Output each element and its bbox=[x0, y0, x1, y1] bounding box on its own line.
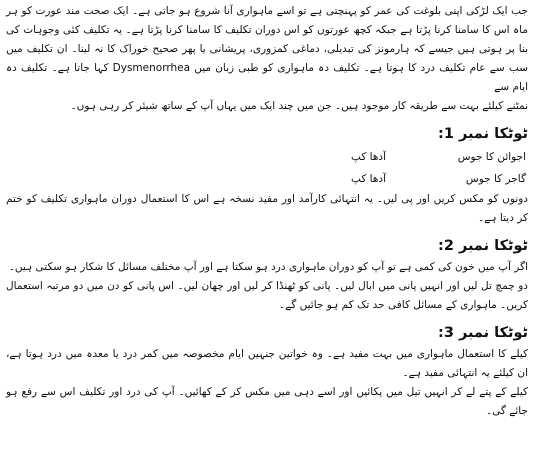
remedy-2-heading: ٹوٹکا نمبر 2: bbox=[438, 238, 528, 254]
intro-paragraph bbox=[6, 2, 528, 97]
medical-term: Dysmenorrhea bbox=[112, 62, 191, 74]
intro-paragraph-2: نمٹنے کیلئے بہت سے طریقہ کار موجود ہیں۔ جن میں چند ایک میں یہاں آپ کے ساتھ شیئر کر رہی ہوں۔ bbox=[70, 100, 528, 112]
ingredient-name: اجوائن کا جوس bbox=[457, 151, 526, 163]
remedy-3-heading: ٹوٹکا نمبر 3: bbox=[438, 325, 528, 341]
remedy-2-text: اگر آپ میں خون کی کمی ہے تو آپ کو دوران ماہواری درد ہو سکتا ہے اور آپ مختلف مسائل کا شکار ہو سکتی ہیں۔ bbox=[8, 261, 528, 273]
remedy-3-text: کیلے کا استعمال ماہواری میں بہت مفید ہے۔ وہ خواتین جنہیں ایام مخصوصہ میں کمر درد یا معدہ میں درد ہوتا ہے، ان کیلئے یہ انتہائی مفید ہے۔ bbox=[6, 348, 528, 379]
ingredient-row bbox=[6, 168, 528, 190]
ingredient-quantity: آدھا کپ bbox=[351, 173, 386, 185]
remedy-1-text: دونوں کو مکس کریں اور پی لیں۔ یہ انتہائی کارآمد اور مفید نسخہ ہے اس کا استعمال دوران ماہواری تکلیف کو ختم کر دیتا ہے۔ bbox=[6, 193, 528, 224]
ingredient-quantity: آدھا کپ bbox=[351, 151, 386, 163]
ingredient-name: گاجر کا جوس bbox=[465, 173, 526, 185]
remedy-3-instructions: کیلے کے پتے لے کر انہیں تیل میں پکائیں اور اسے دہی میں مکس کر کے کھائیں۔ آپ کی درد اور تکلیف اس سے رفع ہو جائے گی۔ bbox=[6, 386, 528, 417]
remedy-2-instructions: دو چمچ تل لیں اور انہیں پانی میں ابال لیں۔ پانی کو ٹھنڈا کر لیں اور چھان لیں۔ اس پانی کو دن میں دو مرتبہ استعمال کریں۔ ماہواری کے مسائل کافی حد تک کم ہو جائیں گے۔ bbox=[6, 280, 528, 311]
intro-text-end: کہا جاتا ہے۔ تکلیف دہ ایام سے bbox=[6, 62, 528, 93]
remedy-1-heading: ٹوٹکا نمبر 1: bbox=[438, 126, 528, 142]
intro-text: جب ایک لڑکی اپنی بلوغت کی عمر کو پہنچتی ہے تو اسے ماہواری آنا شروع ہو جاتی ہے۔ ایک صحت مند عورت کو ہر ماہ اس کا سامنا کرنا پڑتا ہے جبکہ کچھ عورتوں کو اس دوران تکلیف کا سامنا کرنا پڑتا ہے۔ یہ تکلیف کئی وجوہات کی بنا پر ہوتی ہیں جیسے کہ ہارمونز کی تبدیلی، دماغی کمزوری، پریشانی یا پھر صحیح خوراک کا نہ لینا۔ ان تکلیف میں سب سے عام تکلیف درد کا ہوتا ہے۔ تکلیف دہ ماہواری کو طبی زبان میں bbox=[6, 5, 528, 74]
ingredient-row bbox=[6, 146, 528, 168]
